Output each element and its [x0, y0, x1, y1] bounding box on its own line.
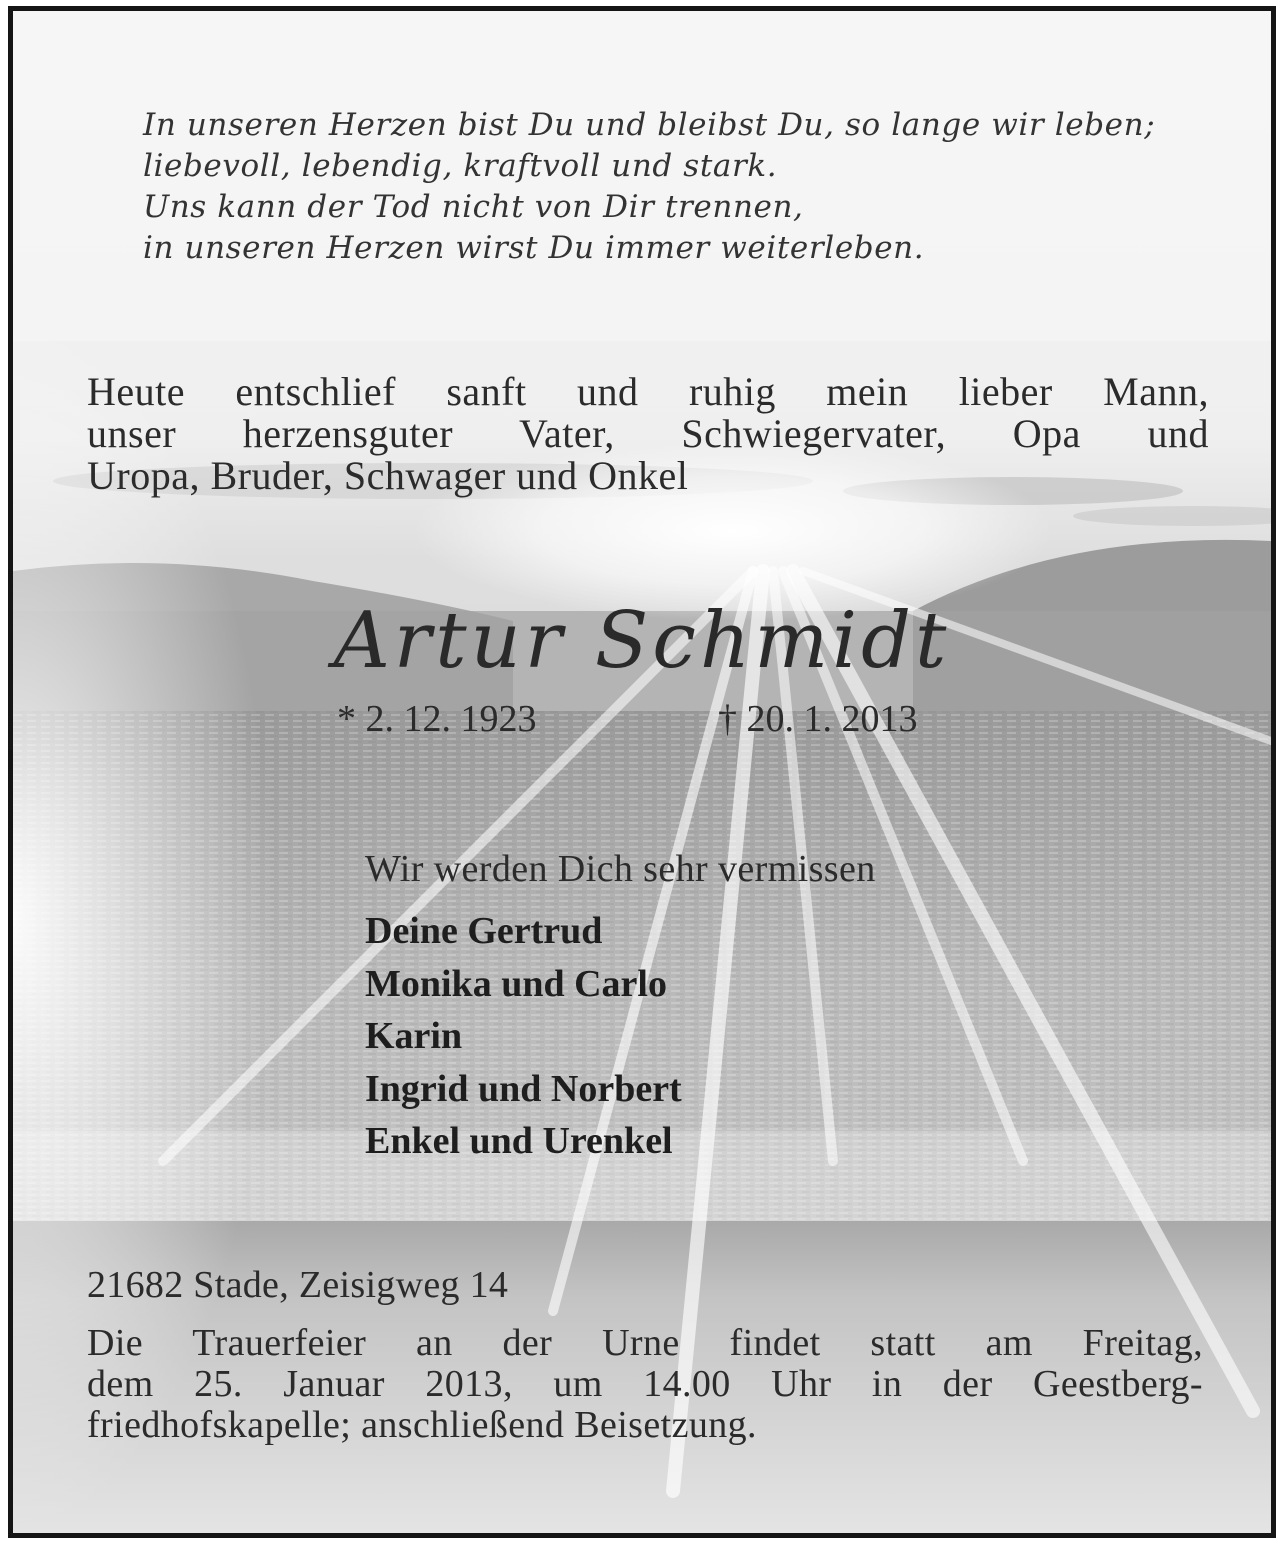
farewell-message: Wir werden Dich sehr vermissen: [365, 848, 876, 890]
death-date: † 20. 1. 2013: [718, 698, 918, 740]
mourner-name: Ingrid und Norbert: [365, 1067, 682, 1110]
mourner-name: Monika und Carlo: [365, 962, 667, 1005]
family-address: 21682 Stade, Zeisigweg 14: [87, 1264, 509, 1306]
poem-line: liebevoll, lebendig, kraftvoll und stark.: [143, 148, 778, 184]
poem-line: In unseren Herzen bist Du und bleibst Du, so lange wir leben;: [143, 107, 1156, 143]
mourner-name: Enkel und Urenkel: [365, 1120, 673, 1162]
poem-line: in unseren Herzen wirst Du immer weiterleben.: [143, 230, 925, 266]
mourners-list: [365, 905, 682, 1168]
intro-line: unser herzensguter Vater, Schwiegervater, Opa und: [87, 411, 1209, 456]
obituary-notice: [8, 6, 1276, 1538]
intro-line: Heute entschlief sanft und ruhig mein lieber Mann,: [87, 369, 1209, 414]
mourner-name: Karin: [365, 1015, 463, 1057]
deceased-name: Artur Schmidt: [333, 596, 951, 686]
mourner-name: Deine Gertrud: [365, 910, 603, 952]
funeral-service-details: [87, 1323, 1203, 1446]
poem-line: Uns kann der Tod nicht von Dir trennen,: [143, 189, 804, 225]
ceremony-line: dem 25. Januar 2013, um 14.00 Uhr in der Geestberg-: [87, 1363, 1203, 1405]
ceremony-line: Die Trauerfeier an der Urne findet statt am Freitag,: [87, 1322, 1203, 1364]
ceremony-line: friedhofskapelle; anschließend Beisetzung.: [87, 1404, 757, 1446]
intro-line: Uropa, Bruder, Schwager und Onkel: [87, 453, 689, 498]
death-announcement-text: [87, 371, 1209, 497]
poem-verse: [143, 105, 1243, 269]
birth-date: * 2. 12. 1923: [337, 698, 537, 740]
